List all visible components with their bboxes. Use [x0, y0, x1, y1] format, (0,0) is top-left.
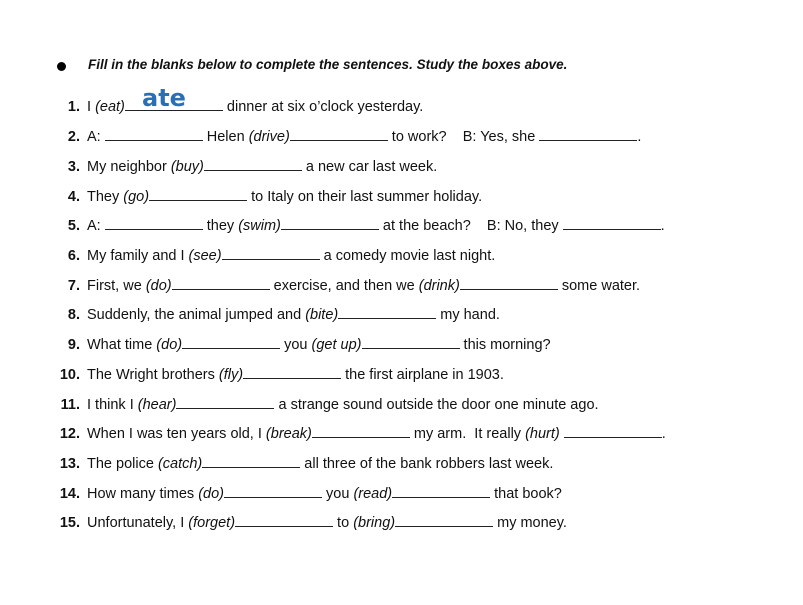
- answer-blank[interactable]: [204, 156, 302, 171]
- verb-hint: (drink): [418, 278, 460, 294]
- sentence-text: I think I: [87, 397, 138, 413]
- exercise-item: [54, 96, 423, 118]
- item-number: 11.: [60, 397, 80, 413]
- item-sentence: [87, 218, 665, 234]
- answer-blank[interactable]: [539, 126, 637, 141]
- verb-hint: (hear): [137, 397, 177, 413]
- sentence-text: at the beach? B: No, they: [378, 218, 563, 234]
- item-sentence: [87, 456, 553, 472]
- item-number: 13.: [59, 456, 80, 472]
- exercise-item: [54, 304, 500, 326]
- answer-blank[interactable]: [281, 215, 379, 230]
- sentence-text: some water.: [557, 278, 641, 294]
- answer-blank[interactable]: [338, 304, 436, 319]
- sentence-text: I: [87, 99, 96, 115]
- sentence-text: .: [661, 426, 666, 442]
- answer-blank[interactable]: [105, 126, 203, 141]
- sentence-text: .: [637, 129, 642, 145]
- sentence-text: Unfortunately, I: [87, 515, 189, 531]
- sentence-text: to: [333, 515, 354, 531]
- item-sentence: [87, 248, 495, 264]
- exercise-item: [54, 126, 641, 148]
- sentence-text: My neighbor: [87, 159, 171, 175]
- sentence-text: all three of the bank robbers last week.: [300, 456, 554, 472]
- verb-hint: (buy): [170, 159, 204, 175]
- exercise-item: [54, 334, 551, 356]
- answer-blank[interactable]: [392, 483, 490, 498]
- verb-hint: (eat): [95, 99, 125, 115]
- sentence-text: my hand.: [436, 307, 500, 323]
- verb-hint: (go): [123, 189, 150, 205]
- exercise-item: [54, 423, 666, 445]
- answer-blank[interactable]: [182, 334, 280, 349]
- exercise-item: [54, 483, 562, 505]
- sentence-text: My family and I: [87, 248, 189, 264]
- answer-blank[interactable]: [563, 215, 661, 230]
- answer-blank[interactable]: [362, 334, 460, 349]
- sentence-text: a comedy movie last night.: [319, 248, 496, 264]
- item-sentence: [87, 159, 437, 175]
- sentence-text: they: [202, 218, 239, 234]
- exercise-item: [54, 394, 599, 416]
- verb-hint: (read): [353, 486, 393, 502]
- item-sentence: [87, 189, 482, 205]
- item-number: 6.: [67, 248, 80, 264]
- answer-blank[interactable]: [224, 483, 322, 498]
- verb-hint: (break): [265, 426, 312, 442]
- item-number: 8.: [67, 307, 80, 323]
- sentence-text: my money.: [493, 515, 567, 531]
- verb-hint: (swim): [238, 218, 281, 234]
- verb-hint: (do): [198, 486, 224, 502]
- item-number: 15.: [59, 515, 80, 531]
- sentence-text: When I was ten years old, I: [87, 426, 266, 442]
- answer-blank[interactable]: [176, 394, 274, 409]
- sentence-text: Helen: [202, 129, 249, 145]
- exercise-item: [54, 245, 495, 267]
- item-number: 2.: [67, 129, 80, 145]
- exercise-item: [54, 364, 504, 386]
- answer-blank[interactable]: [172, 275, 270, 290]
- item-number: 10.: [59, 367, 80, 383]
- verb-hint: (fly): [218, 367, 244, 383]
- answer-blank[interactable]: [395, 512, 493, 527]
- item-number: 12.: [59, 426, 80, 442]
- sentence-text: dinner at six o’clock yesterday.: [222, 99, 424, 115]
- exercise-item: [54, 512, 567, 534]
- answer-blank[interactable]: [564, 423, 662, 438]
- answer-blank[interactable]: [202, 453, 300, 468]
- verb-hint: (drive): [248, 129, 290, 145]
- item-sentence: [87, 307, 500, 323]
- item-sentence: [87, 129, 641, 145]
- instruction-text: Fill in the blanks below to complete the sentences. Study the boxes above.: [88, 57, 568, 72]
- exercise-item: [54, 275, 640, 297]
- verb-hint: (forget): [188, 515, 236, 531]
- item-number: 1.: [67, 99, 80, 115]
- sentence-text: to work? B: Yes, she: [387, 129, 540, 145]
- answer-blank[interactable]: [235, 512, 333, 527]
- item-number: 7.: [67, 278, 80, 294]
- answer-blank[interactable]: [105, 215, 203, 230]
- sentence-text: .: [660, 218, 665, 234]
- verb-hint: (get up): [311, 337, 362, 353]
- sentence-text: you: [280, 337, 312, 353]
- item-number: 9.: [67, 337, 80, 353]
- sentence-text: my arm. It really: [409, 426, 526, 442]
- sentence-text: to Italy on their last summer holiday.: [247, 189, 483, 205]
- sentence-text: exercise, and then we: [269, 278, 419, 294]
- sentence-text: the first airplane in 1903.: [341, 367, 504, 383]
- answer-blank[interactable]: [243, 364, 341, 379]
- sentence-text: A:: [87, 218, 105, 234]
- sentence-text: What time: [87, 337, 157, 353]
- bullet-icon: [57, 62, 66, 71]
- sentence-text: that book?: [490, 486, 562, 502]
- item-number: 14.: [59, 486, 80, 502]
- exercise-item: [54, 215, 665, 237]
- item-sentence: [87, 367, 504, 383]
- sentence-text: a new car last week.: [301, 159, 438, 175]
- item-sentence: [87, 278, 640, 294]
- exercise-item: [54, 156, 437, 178]
- answer-blank[interactable]: [312, 423, 410, 438]
- sentence-text: How many times: [87, 486, 199, 502]
- answer-blank[interactable]: [460, 275, 558, 290]
- verb-hint: (catch): [157, 456, 203, 472]
- sentence-text: They: [87, 189, 124, 205]
- answer-blank[interactable]: [149, 186, 247, 201]
- sentence-text: The Wright brothers: [87, 367, 219, 383]
- answer-blank[interactable]: [222, 245, 320, 260]
- item-sentence: [87, 515, 567, 531]
- item-sentence: [87, 99, 423, 115]
- item-number: 4.: [67, 189, 80, 205]
- item-sentence: [87, 337, 551, 353]
- sentence-text: A:: [87, 129, 105, 145]
- item-number: 5.: [67, 218, 80, 234]
- sentence-text: this morning?: [459, 337, 551, 353]
- sentence-text: you: [322, 486, 354, 502]
- verb-hint: (do): [145, 278, 172, 294]
- item-number: 3.: [67, 159, 80, 175]
- sentence-text: The police: [87, 456, 158, 472]
- verb-hint: (bring): [353, 515, 396, 531]
- sentence-text: First, we: [87, 278, 146, 294]
- sentence-text: a strange sound outside the door one minute ago.: [274, 397, 599, 413]
- handwritten-answer: ate: [142, 84, 186, 112]
- verb-hint: (see): [188, 248, 222, 264]
- sentence-text: Suddenly, the animal jumped and: [87, 307, 306, 323]
- exercise-item: [54, 453, 553, 475]
- item-sentence: [87, 486, 562, 502]
- exercise-item: [54, 186, 482, 208]
- item-sentence: [87, 426, 666, 442]
- verb-hint: (hurt): [525, 426, 560, 442]
- answer-blank[interactable]: [290, 126, 388, 141]
- verb-hint: (do): [156, 337, 183, 353]
- item-sentence: [87, 397, 599, 413]
- verb-hint: (bite): [305, 307, 339, 323]
